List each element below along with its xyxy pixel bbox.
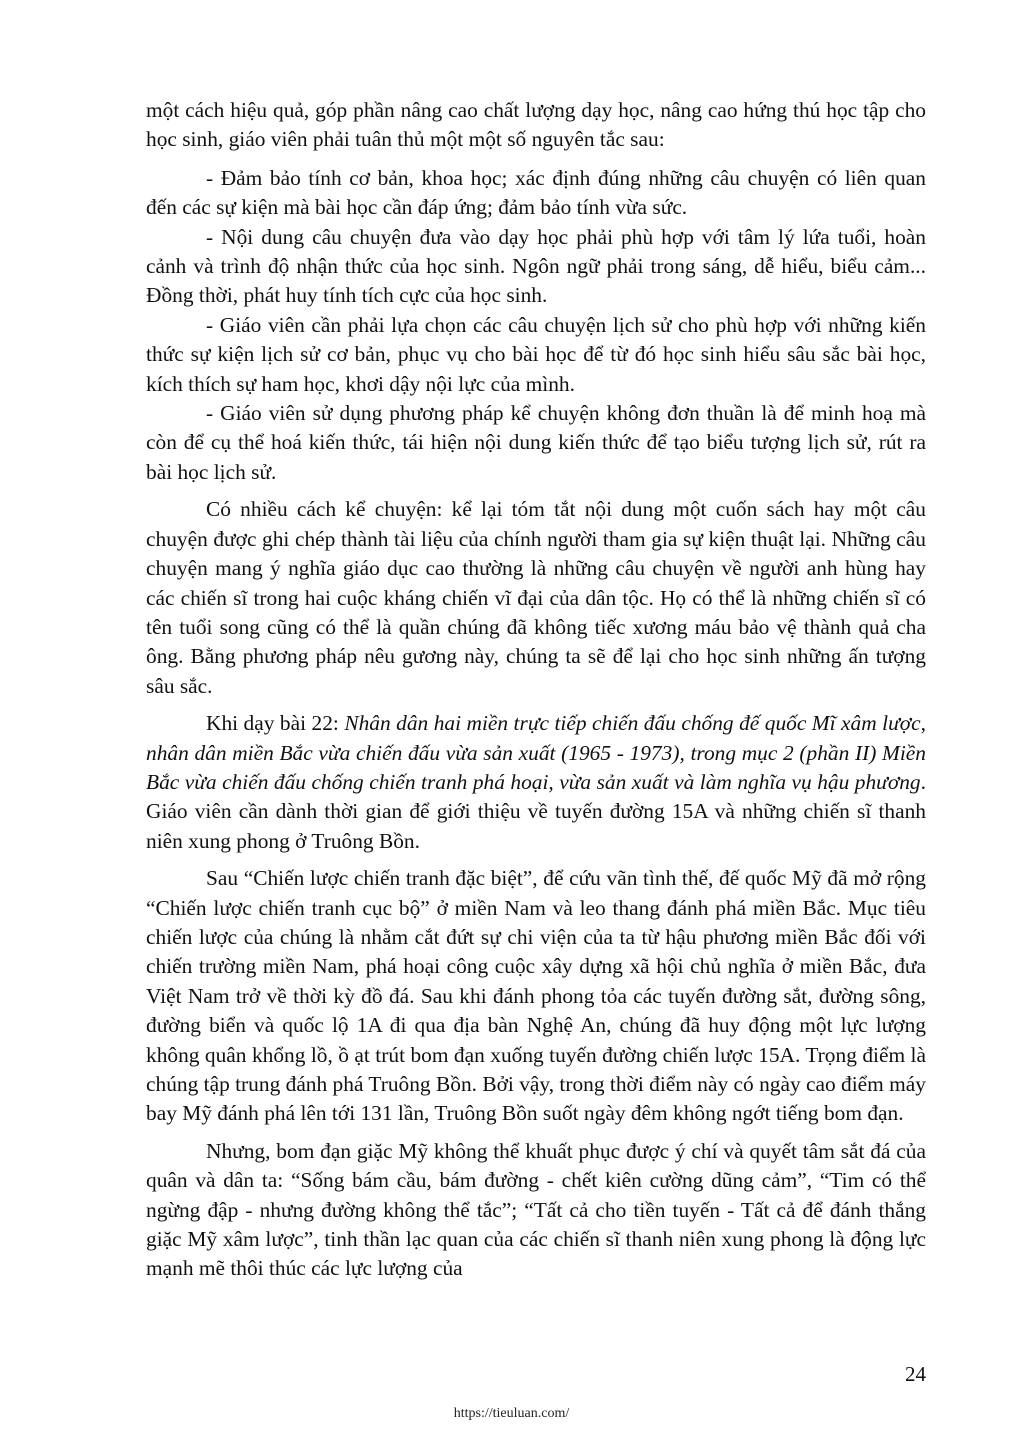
war-context-paragraph: Sau “Chiến lược chiến tranh đặc biệt”, để cứu vãn tình thế, đế quốc Mỹ đã mở rộng “Chiến lược chiến tranh cục bộ” ở miền Nam và leo thang đánh phá miền Bắc. Mục tiêu chiến lược của chúng là nhằm cắt đứt sự chi viện của ta từ hậu phương miền Bắc đối với chiến trường miền Nam, phá hoại công cuộc xây dựng xã hội chủ nghĩa ở miền Bắc, đưa Việt Nam trở về thời kỳ đồ đá. Sau khi đánh phong tỏa các tuyến đường sắt, đường sông, đường biển và quốc lộ 1A đi qua địa bàn Nghệ An, chúng đã huy động một lực lượng không quân khổng lồ, ồ ạt trút bom đạn xuống tuyến đường chiến lược 15A. Trọng điểm là chúng tập trung đánh phá Truông Bồn. Bởi vậy, trong thời điểm này có ngày cao điểm máy bay Mỹ đánh phá lên tới 131 lần, Truông Bồn suốt ngày đêm không ngớt tiếng bom đạn. bbox=[146, 866, 926, 1126]
storytelling-paragraph: Có nhiều cách kể chuyện: kể lại tóm tắt nội dung một cuốn sách hay một câu chuyện được ghi chép thành tài liệu của chính người tham gia sự kiện thuật lại. Những câu chuyện mang ý nghĩa giáo dục cao thường là những câu chuyện về người anh hùng hay các chiến sĩ trong hai cuộc kháng chiến vĩ đại của dân tộc. Họ có thể là những chiến sĩ có tên tuổi song cũng có thể là quần chúng đã không tiếc xương máu bảo vệ thành quả cha ông. Bằng phương pháp nêu gương này, chúng ta sẽ để lại cho học sinh những ấn tượng sâu sắc. bbox=[146, 497, 926, 698]
principle-item: - Nội dung câu chuyện đưa vào dạy học phải phù hợp với tâm lý lứa tuổi, hoàn cảnh và trình độ nhận thức của học sinh. Ngôn ngữ phải trong sáng, dễ hiểu, biểu cảm... Đồng thời, phát huy tính tích cực của học sinh. bbox=[146, 224, 926, 308]
page-number: 24 bbox=[905, 1362, 926, 1386]
intro-paragraph: một cách hiệu quả, góp phần nâng cao chất lượng dạy học, nâng cao hứng thú học tập cho học sinh, giáo viên phải tuân thủ một một số nguyên tắc sau: bbox=[146, 98, 926, 152]
resistance-paragraph: Nhưng, bom đạn giặc Mỹ không thể khuất phục được ý chí và quyết tâm sắt đá của quân và dân ta: “Sống bám cầu, bám đường - chết kiên cường dũng cảm”, “Tim có thể ngừng đập - nhưng đường không thể tắc”; “Tất cả cho tiền tuyến - Tất cả để đánh thắng giặc Mỹ xâm lược”, tinh thần lạc quan của các chiến sĩ thanh niên xung phong là động lực mạnh mẽ thôi thúc các lực lượng của bbox=[146, 1138, 926, 1281]
principle-item: - Đảm bảo tính cơ bản, khoa học; xác định đúng những câu chuyện có liên quan đến các sự kiện mà bài học cần đáp ứng; đảm bảo tính vừa sức. bbox=[146, 165, 926, 220]
principles-list bbox=[146, 164, 926, 487]
footer-url: https://tieuluan.com/ bbox=[453, 1406, 570, 1421]
lesson-title: Nhân dân hai miền trực tiếp chiến đấu chống đế quốc Mĩ xâm lược, nhân dân miền Bắc vừa chiến đấu vừa sản xuất (1965 - 1973), trong mục 2 (phần II) Miền Bắc vừa chiến đấu chống chiến tranh phá hoại, vừa sản xuất và làm nghĩa vụ hậu phương bbox=[146, 711, 927, 794]
principle-item: - Giáo viên cần phải lựa chọn các câu chuyện lịch sử cho phù hợp với những kiến thức sự kiện lịch sử cơ bản, phục vụ cho bài học để từ đó học sinh hiểu sâu sắc bài học, kích thích sự ham học, khơi dậy nội lực của mình. bbox=[146, 312, 926, 396]
lesson-suffix: . Giáo viên cần dành thời gian để giới thiệu về tuyến đường 15A và những chiến sĩ thanh niên xung phong ở Truông Bồn. bbox=[146, 769, 926, 853]
document-body bbox=[146, 96, 926, 1284]
lesson-prefix: Khi dạy bài 22: bbox=[206, 711, 345, 736]
principle-item: - Giáo viên sử dụng phương pháp kể chuyện không đơn thuần là để minh hoạ mà còn để cụ thể hoá kiến thức, tái hiện nội dung kiến thức để tạo biểu tượng lịch sử, rút ra bài học lịch sử. bbox=[146, 401, 926, 484]
lesson-paragraph bbox=[146, 709, 926, 856]
